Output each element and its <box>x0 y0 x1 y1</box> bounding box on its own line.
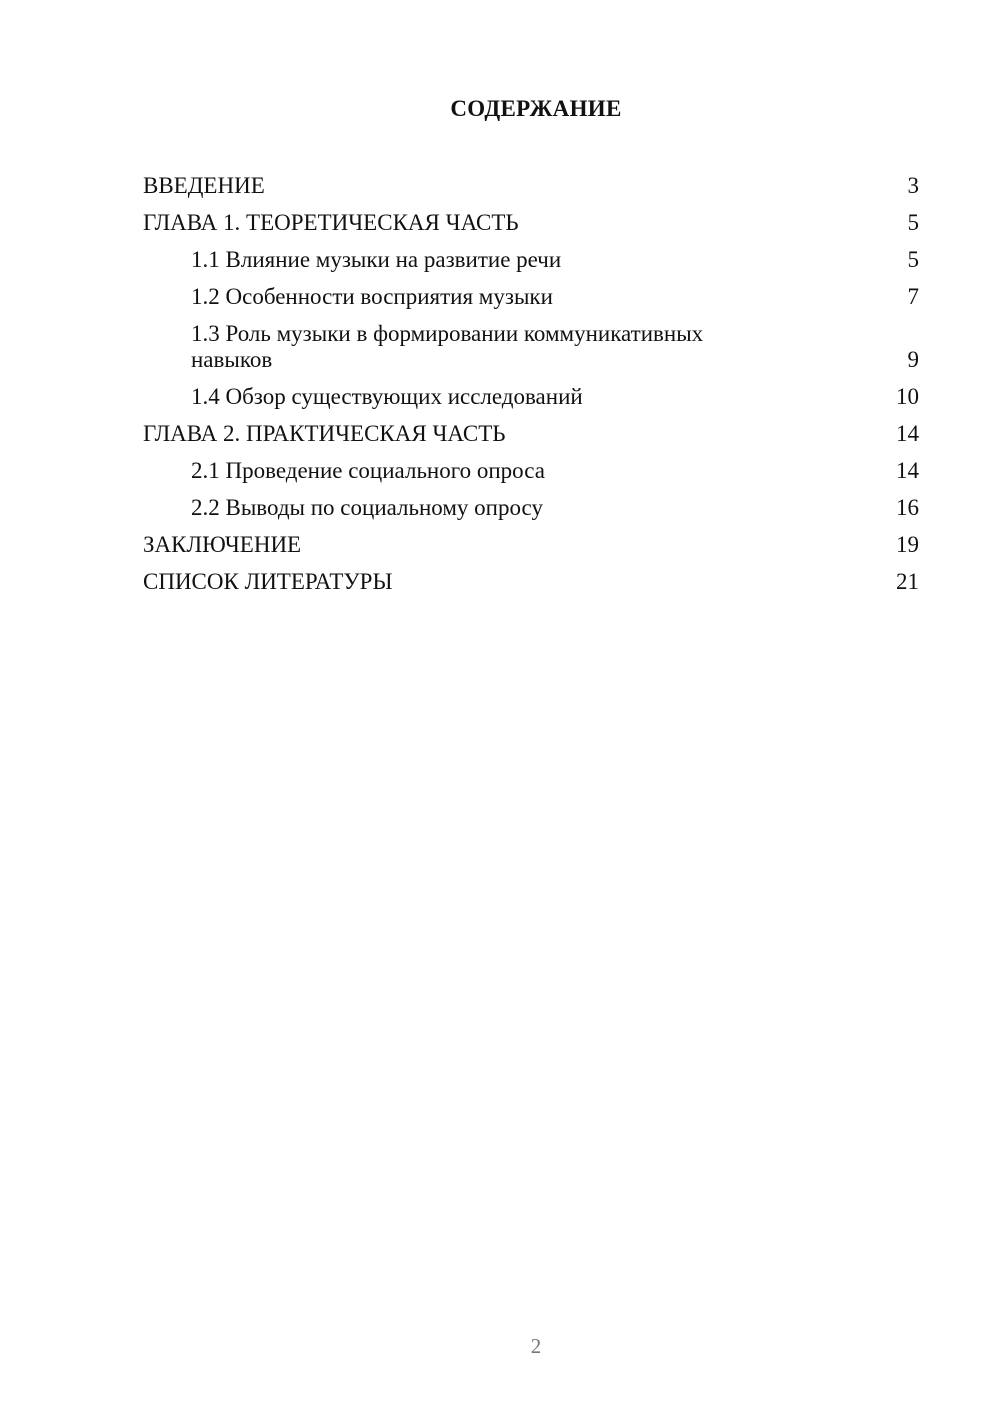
toc-entry-page: 5 <box>907 210 919 235</box>
toc-entry-title: 2.2 Выводы по социальному опросу <box>191 495 543 520</box>
toc-entry-title: ЗАКЛЮЧЕНИЕ <box>143 532 302 557</box>
toc-entry-title: ГЛАВА 2. ПРАКТИЧЕСКАЯ ЧАСТЬ <box>143 421 506 446</box>
toc-entry-section-1-3[interactable] <box>143 316 919 379</box>
toc-entry-page: 21 <box>896 569 919 594</box>
toc-entry-title: 1.2 Особенности восприятия музыки <box>191 284 553 309</box>
toc-entry-page: 5 <box>907 247 919 272</box>
toc-entry-title: 1.3 Роль музыки в формировании коммуникативных навыков <box>191 321 704 372</box>
toc-entry-page: 10 <box>896 384 919 409</box>
toc-entry-title: 1.4 Обзор существующих исследований <box>191 384 583 409</box>
table-of-contents <box>143 168 919 601</box>
toc-entry-chapter-1[interactable] <box>143 205 919 242</box>
page-title: СОДЕРЖАНИЕ <box>450 96 622 121</box>
toc-entry-title: ГЛАВА 1. ТЕОРЕТИЧЕСКАЯ ЧАСТЬ <box>143 210 519 235</box>
toc-entry-section-2-2[interactable] <box>143 490 919 527</box>
toc-entry-title: ВВЕДЕНИЕ <box>143 173 265 198</box>
toc-entry-page: 7 <box>907 284 919 309</box>
toc-entry-title: 2.1 Проведение социального опроса <box>191 458 545 483</box>
toc-entry-page: 3 <box>907 173 919 198</box>
toc-entry-page: 9 <box>907 347 919 372</box>
toc-entry-page: 16 <box>896 495 919 520</box>
page-number: 2 <box>530 1334 542 1358</box>
toc-entry-conclusion[interactable] <box>143 527 919 564</box>
toc-entry-page: 14 <box>896 458 919 483</box>
toc-entry-page: 19 <box>896 532 919 557</box>
toc-entry-section-1-2[interactable] <box>143 279 919 316</box>
toc-entry-section-1-4[interactable] <box>143 379 919 416</box>
toc-entry-section-1-1[interactable] <box>143 242 919 279</box>
toc-entry-section-2-1[interactable] <box>143 453 919 490</box>
toc-entry-title: 1.1 Влияние музыки на развитие речи <box>191 247 562 272</box>
toc-entry-chapter-2[interactable] <box>143 416 919 453</box>
toc-entry-page: 14 <box>896 421 919 446</box>
toc-entry-introduction[interactable] <box>143 168 919 205</box>
toc-entry-references[interactable] <box>143 564 919 601</box>
toc-entry-title: СПИСОК ЛИТЕРАТУРЫ <box>143 569 393 594</box>
